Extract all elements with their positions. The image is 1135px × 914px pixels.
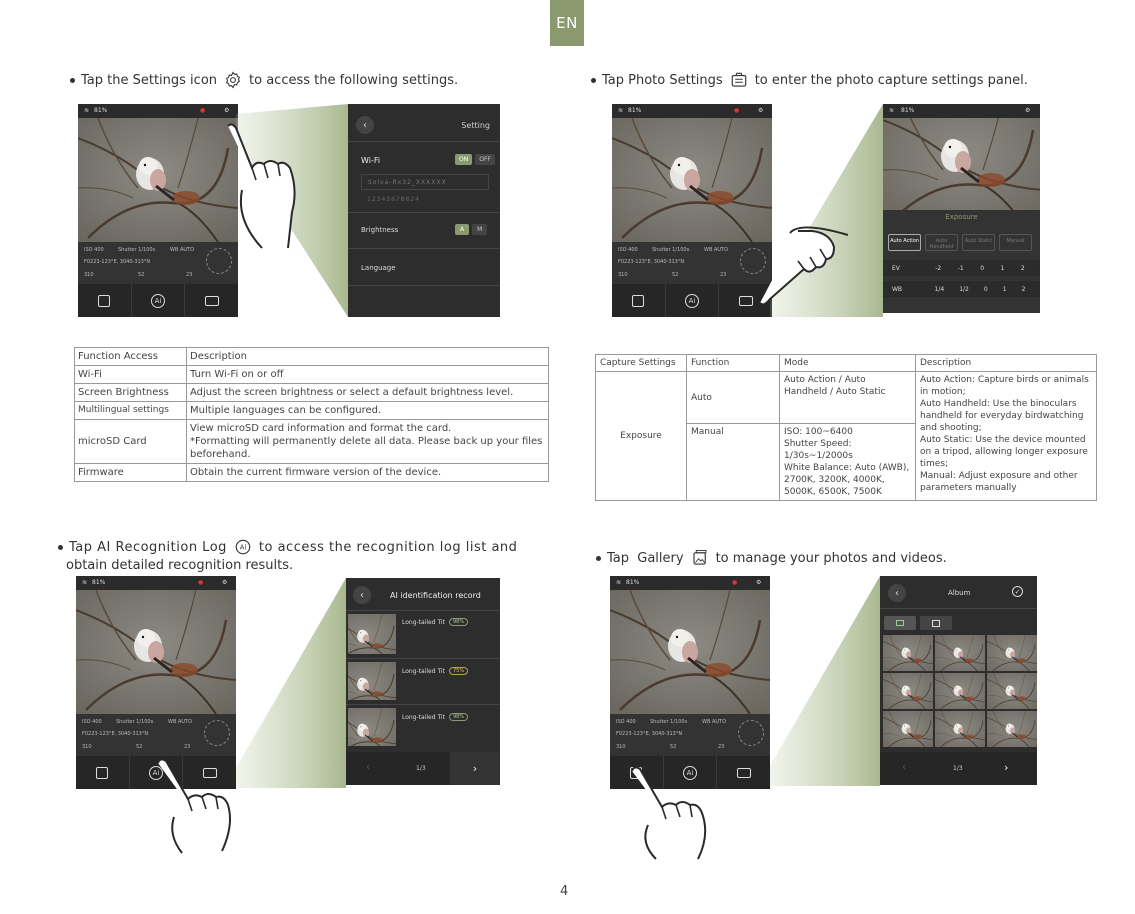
hand-pointer-icon [740, 225, 850, 310]
photo-settings-icon [729, 70, 749, 90]
battery-label: 81% [94, 107, 108, 114]
next-page-button[interactable] [450, 752, 500, 785]
prev-page-icon[interactable]: ‹ [902, 762, 906, 773]
album-panel [880, 576, 1037, 785]
image-icon [896, 620, 904, 626]
svg-text:Ai: Ai [239, 543, 247, 552]
capture-settings-table [595, 354, 1097, 501]
status-bar [78, 104, 238, 118]
table-row [75, 464, 549, 482]
table-cell: Manual [687, 424, 780, 501]
iso-value: ISO 400 [616, 719, 636, 725]
manual-button[interactable]: Manual [999, 234, 1032, 251]
exposure-title: Exposure [945, 213, 978, 221]
wifi-icon: ≋ [82, 579, 88, 586]
album-thumbnail[interactable] [883, 711, 933, 747]
album-thumbnail[interactable] [883, 673, 933, 709]
brightness-auto-option[interactable]: A [455, 224, 469, 235]
ev-scale[interactable] [927, 265, 1033, 272]
settings-heading-text-before: Tap the Settings icon [81, 72, 218, 88]
chevron-left-icon: ‹ [895, 587, 899, 599]
record-row[interactable] [402, 713, 468, 721]
table-cell: Wi-Fi [75, 366, 187, 384]
photo-heading-text-after: to enter the photo capture settings panel. [754, 72, 1028, 88]
table-cell: Multilingual settings [75, 402, 187, 420]
camera-info [76, 714, 236, 756]
table-cell: Exposure [596, 372, 687, 501]
brightness-toggle[interactable] [455, 224, 487, 235]
table-header-cell: Function Access [75, 348, 187, 366]
album-thumbnail[interactable] [935, 711, 985, 747]
compass-icon [738, 720, 764, 746]
pager-label: 1/3 [953, 765, 963, 772]
table-row [75, 366, 549, 384]
gps-value: F0223-123°E, 3040-313°N [616, 731, 683, 737]
photo-settings-button[interactable] [185, 284, 238, 317]
table-cell: Firmware [75, 464, 187, 482]
gear-icon[interactable]: ⚙ [222, 579, 228, 586]
ai-icon: Ai [149, 766, 163, 780]
settings-panel-title: Setting [461, 121, 490, 130]
record-dot-icon: ● [732, 579, 738, 586]
shutter-value: Shutter 1/100s [650, 719, 688, 725]
ev-value[interactable]: 0 [980, 265, 985, 272]
album-grid [883, 635, 1035, 749]
prev-page-icon[interactable]: ‹ [366, 762, 370, 773]
zoom-wedge [236, 578, 346, 788]
table-header-cell: Capture Settings [596, 355, 687, 372]
back-button[interactable] [356, 116, 374, 134]
table-cell: ISO: 100~6400 Shutter Speed: 1/30s~1/2000s White Balance: Auto (AWB), 2700K, 3200K, 4000K, 5000K, 6500K, 7500K [780, 424, 916, 501]
shutter-value: Shutter 1/100s [652, 247, 690, 253]
iso-value: ISO 400 [618, 247, 638, 253]
table-row [75, 402, 549, 420]
altitude-value: 310 [618, 272, 628, 278]
bird-photo [78, 118, 238, 242]
gear-icon [223, 70, 243, 90]
table-cell: Auto Action / Auto Handheld / Auto Static [780, 372, 916, 424]
ai-icon: Ai [683, 766, 697, 780]
gallery-icon [690, 548, 710, 568]
play-count: 52 [670, 744, 677, 750]
status-bar [76, 576, 236, 590]
table-cell: Screen Brightness [75, 384, 187, 402]
pager-label: 1/3 [416, 765, 426, 772]
iso-value: ISO 400 [82, 719, 102, 725]
zoom-value: 23 [718, 744, 725, 750]
settings-panel [348, 104, 500, 317]
record-thumbnail[interactable] [348, 614, 396, 654]
ai-icon: Ai [151, 294, 165, 308]
photo-settings-icon [737, 768, 751, 778]
play-count: 52 [672, 272, 679, 278]
record-thumbnail[interactable] [348, 708, 396, 746]
ai-icon [233, 537, 253, 557]
album-thumbnail[interactable] [935, 673, 985, 709]
record-species: Long-tailed Tit [402, 713, 445, 721]
record-row[interactable] [402, 667, 468, 675]
status-bar [612, 104, 772, 118]
hand-pointer-icon [618, 765, 728, 861]
altitude-value: 310 [84, 272, 94, 278]
table-header-row [596, 355, 1097, 372]
gallery-icon [98, 295, 110, 307]
battery-label: 81% [92, 579, 106, 586]
select-all-icon[interactable]: ✓ [1012, 586, 1023, 597]
wb-value: WB AUTO [168, 719, 193, 725]
table-cell: Auto [687, 372, 780, 424]
ai-heading [58, 537, 517, 574]
table-header-row [75, 348, 549, 366]
gps-value: F0223-123°E, 3040-313°N [618, 259, 685, 265]
table-header-cell: Function [687, 355, 780, 372]
album-title: Album [948, 589, 971, 597]
bird-photo [76, 590, 236, 714]
record-dot-icon: ● [198, 579, 204, 586]
table-cell: Turn Wi-Fi on or off [187, 366, 549, 384]
compass-icon [206, 248, 232, 274]
camera-info [610, 714, 770, 756]
video-icon [932, 620, 940, 627]
wifi-icon: ≋ [84, 107, 90, 114]
play-count: 52 [136, 744, 143, 750]
auto-action-button[interactable]: Auto Action [888, 234, 921, 251]
ev-value[interactable]: 2 [1020, 265, 1025, 272]
ev-value[interactable]: -2 [935, 265, 942, 272]
photo-settings-icon [205, 296, 219, 306]
wifi-ssid-field[interactable]: Solva-Rx32_XXXXXX [361, 174, 489, 190]
ai-log-button[interactable] [132, 284, 186, 317]
table-header-cell: Description [187, 348, 549, 366]
bullet-dot [596, 556, 601, 561]
shutter-value: Shutter 1/100s [116, 719, 154, 725]
bird-photo [610, 590, 770, 714]
bird-photo [612, 118, 772, 242]
settings-heading [70, 70, 458, 90]
gallery-heading-text-before: Tap Gallery [607, 550, 684, 566]
gear-icon[interactable]: ⚙ [758, 107, 764, 114]
record-dot-icon: ● [200, 107, 206, 114]
table-header-cell: Description [916, 355, 1097, 372]
album-thumbnail[interactable] [935, 635, 985, 671]
wb-value[interactable]: 0 [983, 286, 988, 293]
table-row [75, 420, 549, 464]
wb-value[interactable]: 2 [1021, 286, 1026, 293]
wifi-icon: ≋ [889, 107, 895, 114]
table-header-cell: Mode [780, 355, 916, 372]
wb-label: WB [892, 286, 903, 293]
album-thumbnail[interactable] [987, 635, 1037, 671]
record-dot-icon: ● [734, 107, 740, 114]
album-thumbnail[interactable] [987, 711, 1037, 747]
wifi-icon: ≋ [616, 579, 622, 586]
wb-value: WB AUTO [702, 719, 727, 725]
bullet-dot [58, 545, 63, 550]
auto-handheld-button[interactable]: Auto Handheld [925, 234, 958, 251]
back-button[interactable] [888, 584, 906, 602]
bullet-dot [70, 78, 75, 83]
chevron-right-icon[interactable]: › [1004, 761, 1009, 774]
back-button[interactable] [353, 586, 371, 604]
confidence-badge: 98% [449, 713, 468, 721]
hand-pointer-icon [222, 120, 302, 250]
table-cell: Multiple languages can be configured. [187, 402, 549, 420]
photo-settings-panel [883, 104, 1040, 313]
wb-scale[interactable] [927, 286, 1033, 293]
bullet-dot [591, 78, 596, 83]
ev-value[interactable]: -1 [957, 265, 964, 272]
gallery-icon [632, 295, 644, 307]
camera-info [78, 242, 238, 284]
ai-heading-line2: obtain detailed recognition results. [66, 558, 294, 573]
gallery-button[interactable] [76, 756, 130, 789]
function-access-table [74, 347, 549, 482]
gallery-button[interactable] [78, 284, 132, 317]
brightness-label: Brightness [361, 226, 399, 234]
zoom-wedge [770, 576, 880, 786]
videos-filter-tab[interactable] [920, 616, 952, 630]
hand-pointer-icon [148, 755, 238, 855]
gear-icon[interactable]: ⚙ [1025, 107, 1031, 114]
gallery-heading-text-after: to manage your photos and videos. [715, 550, 947, 566]
gear-icon[interactable]: ⚙ [224, 107, 230, 114]
zoom-value: 23 [184, 744, 191, 750]
compass-icon [204, 720, 230, 746]
wifi-off-option[interactable]: OFF [475, 154, 495, 165]
altitude-value: 310 [82, 744, 92, 750]
bottom-nav [78, 284, 238, 317]
table-cell: View microSD card information and format the card. *Formatting will permanently delete all data. Please back up your files beforehand. [187, 420, 549, 464]
table-row [75, 384, 549, 402]
table-cell: Auto Action: Capture birds or animals in motion; Auto Handheld: Use the binoculars handheld for everyday birdwatching and shooting; Auto Static: Use the device mounted on a tripod, allowing longer exposure times; Manual: Adjust exposure and other parameters manually [916, 372, 1097, 501]
wifi-password-field[interactable]: 12345678824 [367, 196, 420, 203]
battery-label: 81% [901, 107, 915, 114]
photos-filter-tab[interactable] [884, 616, 916, 630]
record-row[interactable] [402, 618, 468, 626]
ai-heading-line1-before: Tap AI Recognition Log [69, 539, 227, 555]
phone-mockup-gallery [610, 576, 770, 789]
ev-label: EV [892, 265, 900, 272]
chevron-right-icon: › [472, 762, 478, 775]
photo-settings-heading [591, 70, 1028, 90]
chevron-left-icon: ‹ [363, 119, 367, 131]
table-row [596, 372, 1097, 424]
wb-value: WB AUTO [170, 247, 195, 253]
ai-record-panel [346, 578, 500, 785]
settings-heading-text-after: to access the following settings. [249, 72, 459, 88]
wb-value[interactable]: 1/2 [959, 286, 969, 293]
confidence-badge: 98% [449, 618, 468, 626]
ai-log-button[interactable] [666, 284, 720, 317]
gallery-heading [596, 548, 947, 568]
phone-mockup-settings [78, 104, 238, 317]
table-cell: Obtain the current firmware version of the device. [187, 464, 549, 482]
bird-photo [883, 118, 1040, 210]
table-cell: microSD Card [75, 420, 187, 464]
wb-value[interactable]: 1/4 [934, 286, 945, 293]
table-cell: Adjust the screen brightness or select a default brightness level. [187, 384, 549, 402]
zoom-value: 23 [720, 272, 727, 278]
language-tab: EN [550, 0, 584, 46]
wifi-label: Wi-Fi [361, 156, 381, 165]
gear-icon[interactable]: ⚙ [756, 579, 762, 586]
battery-label: 81% [626, 579, 640, 586]
photo-heading-text-before: Tap Photo Settings [602, 72, 723, 88]
gallery-icon [96, 767, 108, 779]
ai-heading-line1-after: to access the recognition log list and [258, 539, 518, 555]
zoom-value: 23 [186, 272, 193, 278]
gps-value: F0223-123°E, 3040-313°N [84, 259, 151, 265]
shutter-value: Shutter 1/100s [118, 247, 156, 253]
wifi-icon: ≋ [618, 107, 624, 114]
wb-value[interactable]: 1 [1002, 286, 1007, 293]
gallery-button[interactable] [612, 284, 666, 317]
altitude-value: 310 [616, 744, 626, 750]
status-bar [610, 576, 770, 590]
play-count: 52 [138, 272, 145, 278]
iso-value: ISO 400 [84, 247, 104, 253]
wb-value: WB AUTO [704, 247, 729, 253]
language-label[interactable]: Language [361, 264, 396, 272]
ev-value[interactable]: 1 [1000, 265, 1005, 272]
record-thumbnail[interactable] [348, 662, 396, 700]
wifi-toggle[interactable] [455, 154, 495, 165]
brightness-manual-option[interactable]: M [472, 224, 487, 235]
ai-icon: Ai [685, 294, 699, 308]
gps-value: F0223-123°E, 3040-313°N [82, 731, 149, 737]
chevron-left-icon: ‹ [360, 589, 364, 601]
album-thumbnail[interactable] [987, 673, 1037, 709]
ai-panel-title: AI identification record [390, 591, 481, 600]
record-species: Long-tailed Tit [402, 618, 445, 626]
album-thumbnail[interactable] [883, 635, 933, 671]
confidence-badge: 75% [449, 667, 468, 675]
auto-static-button[interactable]: Auto Static [962, 234, 995, 251]
wifi-on-option[interactable]: ON [455, 154, 472, 165]
record-species: Long-tailed Tit [402, 667, 445, 675]
page-number: 4 [560, 884, 569, 899]
battery-label: 81% [628, 107, 642, 114]
